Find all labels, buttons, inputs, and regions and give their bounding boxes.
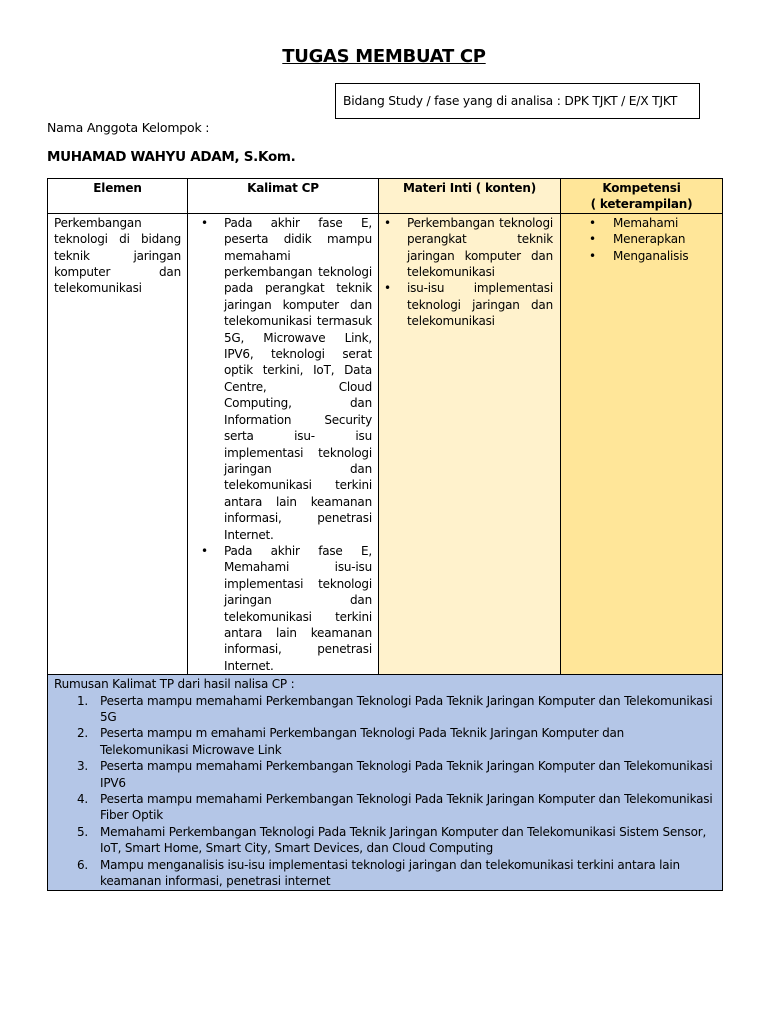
rumusan-cell [48, 675, 723, 891]
cp-table [47, 178, 723, 891]
table-row [48, 213, 723, 674]
elemen-cell: Perkembangan teknologi di bidang teknik jaringan komputer dan telekomunikasi [48, 213, 188, 674]
list-item: • isu-isu implementasi teknologi jaringan dan telekomunikasi [384, 281, 553, 329]
document-title: TUGAS MEMBUAT CP [282, 46, 486, 67]
list-item: • Pada akhir fase E, peserta didik mampu memahami perkembangan teknologi pada perangkat teknik jaringan komputer dan telekomunikasi termasuk 5G, Microwave Link, IPV6, teknologi serat optik terkini, IoT, Data Centre, Cloud Computing, dan Information Security serta isu- isu implementasi teknologi jaringan dan telekomunikasi terkini antara lain keamanan informasi, penetrasi Internet. [201, 215, 372, 542]
list-item: • Perkembangan teknologi perangkat teknik jaringan komputer dan telekomunikasi [384, 215, 553, 280]
header-elemen: Elemen [48, 179, 188, 214]
table-header-row [48, 179, 723, 214]
materi-inti-cell [379, 213, 561, 674]
bullet-icon: • [201, 215, 208, 230]
bullet-icon: • [384, 215, 391, 230]
list-item: • Menerapkan [589, 232, 686, 247]
bullet-icon: • [589, 232, 596, 247]
bidang-study-box: Bidang Study / fase yang di analisa : DPK TJKT / E/X TJKT [335, 83, 700, 119]
list-item: 5. Memahami Perkembangan Teknologi Pada Teknik Jaringan Komputer dan Telekomunikasi Sistem Sensor, IoT, Smart Home, Smart City, Smart Devices, dan Cloud Computing [77, 824, 707, 856]
list-item: • Memahami [589, 215, 679, 230]
rumusan-row [48, 675, 723, 891]
bullet-icon: • [589, 215, 596, 230]
rumusan-heading: Rumusan Kalimat TP dari hasil nalisa CP : [54, 677, 295, 692]
list-item: 6. Mampu menganalisis isu-isu implementasi teknologi jaringan dan telekomunikasi terkini antara lain keamanan informasi, penetrasi internet [77, 857, 680, 889]
member-name: MUHAMAD WAHYU ADAM, S.Kom. [47, 149, 296, 165]
list-item: 4. Peserta mampu memahami Perkembangan Teknologi Pada Teknik Jaringan Komputer dan Telekomunikasi Fiber Optik [77, 792, 713, 823]
list-item: • Menganalisis [589, 248, 689, 263]
header-materi-inti: Materi Inti ( konten) [379, 179, 561, 214]
kalimat-cp-cell [188, 213, 379, 674]
list-item: • Pada akhir fase E, Memahami isu-isu implementasi teknologi jaringan dan telekomunikasi terkini antara lain keamanan informasi, penetrasi Internet. [201, 543, 372, 673]
list-item: 3. Peserta mampu memahami Perkembangan Teknologi Pada Teknik Jaringan Komputer dan Telekomunikasi IPV6 [77, 759, 713, 790]
list-item: 2. Peserta mampu m emahami Perkembangan Teknologi Pada Teknik Jaringan Komputer dan Telekomunikasi Microwave Link [77, 726, 625, 757]
kompetensi-cell [561, 213, 723, 674]
list-item: 1. Peserta mampu memahami Perkembangan Teknologi Pada Teknik Jaringan Komputer dan Telekomunikasi 5G [77, 693, 713, 724]
header-kalimat-cp: Kalimat CP [188, 179, 379, 214]
header-kompetensi: Kompetensi ( keterampilan) [561, 179, 723, 214]
bullet-icon: • [384, 281, 391, 296]
bullet-icon: • [201, 543, 208, 558]
nama-anggota-label: Nama Anggota Kelompok : [47, 120, 210, 135]
bullet-icon: • [589, 248, 596, 263]
